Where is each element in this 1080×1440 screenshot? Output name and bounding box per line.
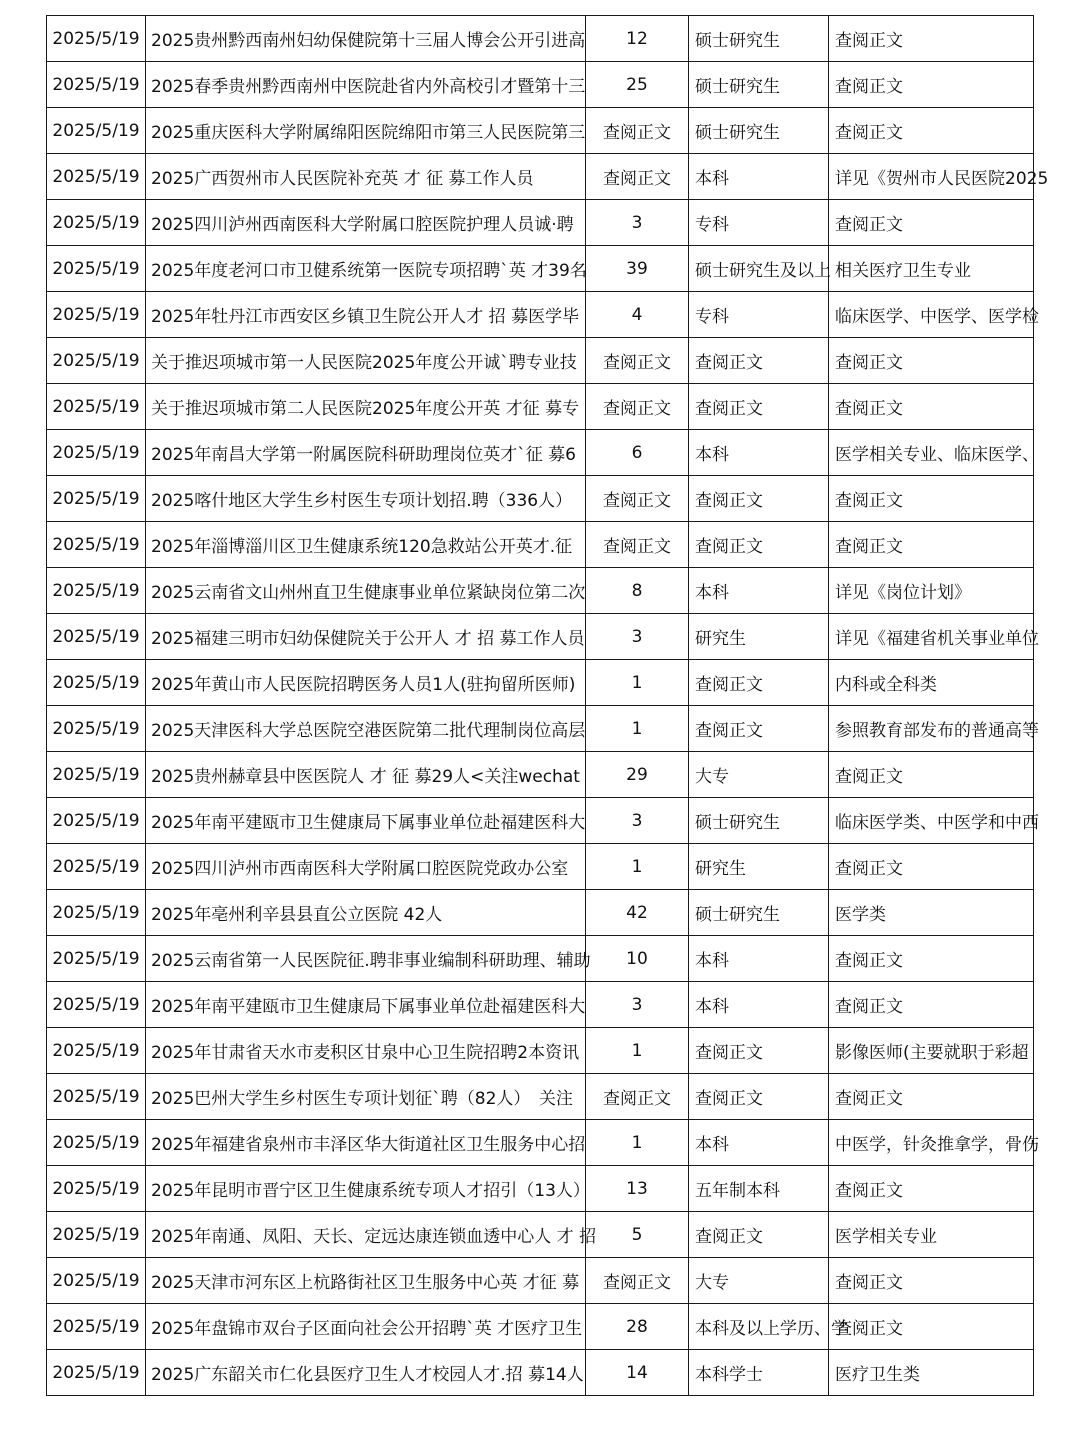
title-cell: 2025年盘锦市双台子区面向社会公开招聘`英 才医疗卫生 [146, 1304, 586, 1350]
date-cell: 2025/5/19 [47, 108, 146, 154]
table-body [47, 16, 1049, 1396]
date-cell: 2025/5/19 [47, 1166, 146, 1212]
table-row [47, 890, 1034, 936]
title-cell: 2025四川泸州市西南医科大学附属口腔医院党政办公室 [146, 844, 586, 890]
title-cell: 2025重庆医科大学附属绵阳医院绵阳市第三人民医院第三 [146, 108, 586, 154]
major-cell: 查阅正文 [829, 62, 1034, 108]
education-cell: 查阅正文 [689, 384, 829, 430]
count-cell: 查阅正文 [586, 1074, 689, 1120]
education-cell: 本科 [689, 936, 829, 982]
table-row [47, 568, 1034, 614]
education-cell: 专科 [689, 292, 829, 338]
table-row [47, 1028, 1034, 1074]
table-row [47, 292, 1034, 338]
title-cell: 2025天津医科大学总医院空港医院第二批代理制岗位高层 [146, 706, 586, 752]
date-cell: 2025/5/19 [47, 844, 146, 890]
count-cell: 查阅正文 [586, 154, 689, 200]
date-cell: 2025/5/19 [47, 430, 146, 476]
major-cell: 查阅正文 [829, 1074, 1034, 1120]
count-cell: 39 [586, 246, 689, 292]
title-cell: 2025年福建省泉州市丰泽区华大街道社区卫生服务中心招 [146, 1120, 586, 1166]
major-cell: 医学相关专业 [829, 1212, 1034, 1258]
title-cell: 2025贵州黔西南州妇幼保健院第十三届人博会公开引进高 [146, 16, 586, 62]
major-cell: 查阅正文 [829, 108, 1034, 154]
major-cell: 详见《贺州市人民医院2025 [829, 154, 1034, 200]
table-row [47, 982, 1034, 1028]
education-cell: 硕士研究生 [689, 798, 829, 844]
title-cell: 2025天津市河东区上杭路街社区卫生服务中心英 才征 募 [146, 1258, 586, 1304]
education-cell: 查阅正文 [689, 1212, 829, 1258]
major-cell: 详见《岗位计划》 [829, 568, 1034, 614]
date-cell: 2025/5/19 [47, 660, 146, 706]
count-cell: 1 [586, 1028, 689, 1074]
education-cell: 查阅正文 [689, 1028, 829, 1074]
education-cell: 硕士研究生 [689, 890, 829, 936]
date-cell: 2025/5/19 [47, 568, 146, 614]
count-cell: 1 [586, 660, 689, 706]
table-row [47, 200, 1034, 246]
table-row [47, 1304, 1034, 1350]
title-cell: 2025贵州赫章县中医医院人 才 征 募29人<关注wechat [146, 752, 586, 798]
education-cell: 本科及以上学历、学 [689, 1304, 829, 1350]
date-cell: 2025/5/19 [47, 1120, 146, 1166]
education-cell: 硕士研究生 [689, 16, 829, 62]
table-row [47, 108, 1034, 154]
major-cell: 查阅正文 [829, 844, 1034, 890]
date-cell: 2025/5/19 [47, 936, 146, 982]
table-row [47, 62, 1034, 108]
date-cell: 2025/5/19 [47, 982, 146, 1028]
table-row [47, 476, 1034, 522]
table-row [47, 430, 1034, 476]
date-cell: 2025/5/19 [47, 62, 146, 108]
education-cell: 本科 [689, 154, 829, 200]
date-cell: 2025/5/19 [47, 338, 146, 384]
table-row [47, 1120, 1034, 1166]
title-cell: 2025春季贵州黔西南州中医院赴省内外高校引才暨第十三 [146, 62, 586, 108]
major-cell: 查阅正文 [829, 522, 1034, 568]
count-cell: 3 [586, 614, 689, 660]
count-cell: 1 [586, 706, 689, 752]
date-cell: 2025/5/19 [47, 890, 146, 936]
major-cell: 查阅正文 [829, 752, 1034, 798]
table-row [47, 1166, 1034, 1212]
table-row [47, 752, 1034, 798]
title-cell: 2025年淄博淄川区卫生健康系统120急救站公开英才.征 [146, 522, 586, 568]
title-cell: 2025年南通、凤阳、天长、定远达康连锁血透中心人 才 招 [146, 1212, 586, 1258]
table-row [47, 1258, 1034, 1304]
major-cell: 内科或全科类 [829, 660, 1034, 706]
count-cell: 3 [586, 200, 689, 246]
count-cell: 8 [586, 568, 689, 614]
count-cell: 25 [586, 62, 689, 108]
date-cell: 2025/5/19 [47, 798, 146, 844]
education-cell: 本科 [689, 430, 829, 476]
title-cell: 2025年牡丹江市西安区乡镇卫生院公开人才 招 募医学毕 [146, 292, 586, 338]
count-cell: 13 [586, 1166, 689, 1212]
date-cell: 2025/5/19 [47, 384, 146, 430]
table-row [47, 384, 1034, 430]
major-cell: 查阅正文 [829, 936, 1034, 982]
count-cell: 5 [586, 1212, 689, 1258]
table-row [47, 16, 1034, 62]
title-cell: 2025广西贺州市人民医院补充英 才 征 募工作人员 [146, 154, 586, 200]
major-cell: 查阅正文 [829, 1258, 1034, 1304]
title-cell: 2025福建三明市妇幼保健院关于公开人 才 招 募工作人员 [146, 614, 586, 660]
title-cell: 2025巴州大学生乡村医生专项计划征`聘（82人） 关注 [146, 1074, 586, 1120]
count-cell: 查阅正文 [586, 108, 689, 154]
education-cell: 硕士研究生 [689, 62, 829, 108]
table-row [47, 798, 1034, 844]
title-cell: 关于推迟项城市第一人民医院2025年度公开诚`聘专业技 [146, 338, 586, 384]
title-cell: 2025年南平建瓯市卫生健康局下属事业单位赴福建医科大 [146, 982, 586, 1028]
major-cell: 医学类 [829, 890, 1034, 936]
count-cell: 3 [586, 798, 689, 844]
education-cell: 本科学士 [689, 1350, 829, 1396]
major-cell: 查阅正文 [829, 16, 1034, 62]
date-cell: 2025/5/19 [47, 200, 146, 246]
title-cell: 2025年南平建瓯市卫生健康局下属事业单位赴福建医科大 [146, 798, 586, 844]
education-cell: 查阅正文 [689, 522, 829, 568]
date-cell: 2025/5/19 [47, 706, 146, 752]
date-cell: 2025/5/19 [47, 1028, 146, 1074]
education-cell: 大专 [689, 752, 829, 798]
table-row [47, 522, 1034, 568]
table-row [47, 1350, 1034, 1396]
education-cell: 硕士研究生 [689, 108, 829, 154]
major-cell: 查阅正文 [829, 476, 1034, 522]
title-cell: 2025四川泸州西南医科大学附属口腔医院护理人员诚·聘 [146, 200, 586, 246]
title-cell: 2025年黄山市人民医院招聘医务人员1人(驻拘留所医师) [146, 660, 586, 706]
education-cell: 五年制本科 [689, 1166, 829, 1212]
date-cell: 2025/5/19 [47, 1212, 146, 1258]
date-cell: 2025/5/19 [47, 522, 146, 568]
education-cell: 查阅正文 [689, 476, 829, 522]
count-cell: 4 [586, 292, 689, 338]
date-cell: 2025/5/19 [47, 476, 146, 522]
table-row [47, 1212, 1034, 1258]
count-cell: 28 [586, 1304, 689, 1350]
table-row [47, 614, 1034, 660]
major-cell: 相关医疗卫生专业 [829, 246, 1034, 292]
education-cell: 专科 [689, 200, 829, 246]
major-cell: 医学相关专业、临床医学、 [829, 430, 1034, 476]
count-cell: 查阅正文 [586, 522, 689, 568]
education-cell: 本科 [689, 982, 829, 1028]
date-cell: 2025/5/19 [47, 292, 146, 338]
education-cell: 研究生 [689, 614, 829, 660]
major-cell: 详见《福建省机关事业单位 [829, 614, 1034, 660]
date-cell: 2025/5/19 [47, 154, 146, 200]
major-cell: 中医学，针灸推拿学，骨伤 [829, 1120, 1034, 1166]
title-cell: 关于推迟项城市第二人民医院2025年度公开英 才征 募专 [146, 384, 586, 430]
table-row [47, 706, 1034, 752]
table-row [47, 660, 1034, 706]
date-cell: 2025/5/19 [47, 1350, 146, 1396]
major-cell: 临床医学、中医学、医学检 [829, 292, 1034, 338]
table-row [47, 1074, 1034, 1120]
date-cell: 2025/5/19 [47, 1074, 146, 1120]
major-cell: 查阅正文 [829, 982, 1034, 1028]
title-cell: 2025年南昌大学第一附属医院科研助理岗位英才`征 募6 [146, 430, 586, 476]
count-cell: 1 [586, 1120, 689, 1166]
date-cell: 2025/5/19 [47, 614, 146, 660]
count-cell: 42 [586, 890, 689, 936]
table-row [47, 844, 1034, 890]
education-cell: 大专 [689, 1258, 829, 1304]
education-cell: 查阅正文 [689, 706, 829, 752]
major-cell: 参照教育部发布的普通高等 [829, 706, 1034, 752]
education-cell: 查阅正文 [689, 1074, 829, 1120]
count-cell: 12 [586, 16, 689, 62]
count-cell: 查阅正文 [586, 384, 689, 430]
count-cell: 查阅正文 [586, 1258, 689, 1304]
education-cell: 本科 [689, 1120, 829, 1166]
date-cell: 2025/5/19 [47, 752, 146, 798]
title-cell: 2025喀什地区大学生乡村医生专项计划招.聘（336人） [146, 476, 586, 522]
major-cell: 查阅正文 [829, 1304, 1034, 1350]
count-cell: 14 [586, 1350, 689, 1396]
date-cell: 2025/5/19 [47, 246, 146, 292]
count-cell: 6 [586, 430, 689, 476]
major-cell: 查阅正文 [829, 338, 1034, 384]
count-cell: 3 [586, 982, 689, 1028]
date-cell: 2025/5/19 [47, 1258, 146, 1304]
education-cell: 研究生 [689, 844, 829, 890]
table-row [47, 154, 1034, 200]
education-cell: 查阅正文 [689, 660, 829, 706]
table-row [47, 338, 1034, 384]
major-cell: 临床医学类、中医学和中西 [829, 798, 1034, 844]
major-cell: 影像医师(主要就职于彩超 [829, 1028, 1034, 1074]
title-cell: 2025广东韶关市仁化县医疗卫生人才校园人才.招 募14人 [146, 1350, 586, 1396]
major-cell: 查阅正文 [829, 200, 1034, 246]
count-cell: 29 [586, 752, 689, 798]
title-cell: 2025年昆明市晋宁区卫生健康系统专项人才招引（13人） [146, 1166, 586, 1212]
title-cell: 2025年亳州利辛县县直公立医院 42人 [146, 890, 586, 936]
table-row [47, 936, 1034, 982]
count-cell: 1 [586, 844, 689, 890]
title-cell: 2025年甘肃省天水市麦积区甘泉中心卫生院招聘2本资讯 [146, 1028, 586, 1074]
job-listing-table [46, 15, 1049, 1396]
table-row [47, 246, 1034, 292]
date-cell: 2025/5/19 [47, 16, 146, 62]
title-cell: 2025云南省文山州州直卫生健康事业单位紧缺岗位第二次 [146, 568, 586, 614]
education-cell: 本科 [689, 568, 829, 614]
count-cell: 查阅正文 [586, 476, 689, 522]
count-cell: 10 [586, 936, 689, 982]
title-cell: 2025年度老河口市卫健系统第一医院专项招聘`英 才39名 [146, 246, 586, 292]
major-cell: 医疗卫生类 [829, 1350, 1034, 1396]
title-cell: 2025云南省第一人民医院征.聘非事业编制科研助理、辅助 [146, 936, 586, 982]
major-cell: 查阅正文 [829, 1166, 1034, 1212]
education-cell: 硕士研究生及以上 [689, 246, 829, 292]
count-cell: 查阅正文 [586, 338, 689, 384]
date-cell: 2025/5/19 [47, 1304, 146, 1350]
education-cell: 查阅正文 [689, 338, 829, 384]
major-cell: 查阅正文 [829, 384, 1034, 430]
